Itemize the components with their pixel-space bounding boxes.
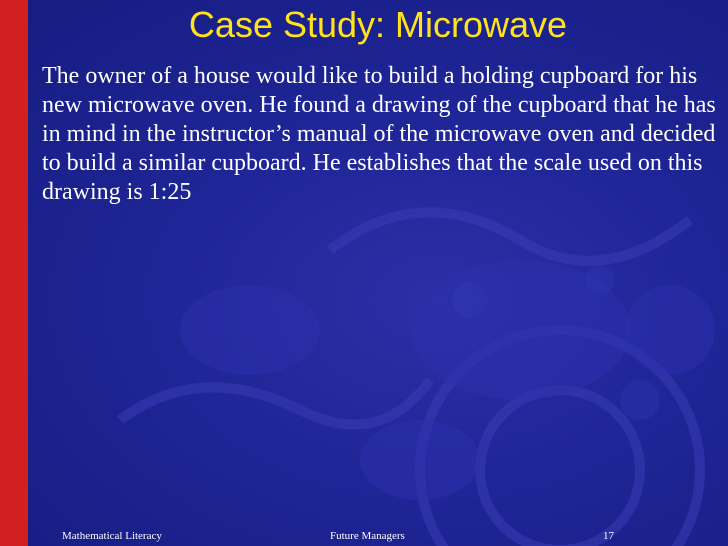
footer-course-name: Mathematical Literacy	[62, 530, 162, 542]
slide-body-text: The owner of a house would like to build a holding cupboard for his new microwave oven. He found a drawing of the cupboard that he has in mind in the instructor’s manual of the microwave oven and decided to build a similar cupboard. He establishes that the scale used on this drawing is 1:25	[42, 63, 716, 205]
accent-bar	[0, 0, 28, 546]
slide-title: Case Study: Microwave	[188, 4, 568, 45]
footer-page-number: 17	[603, 530, 614, 542]
footer-publisher: Future Managers	[330, 530, 405, 542]
